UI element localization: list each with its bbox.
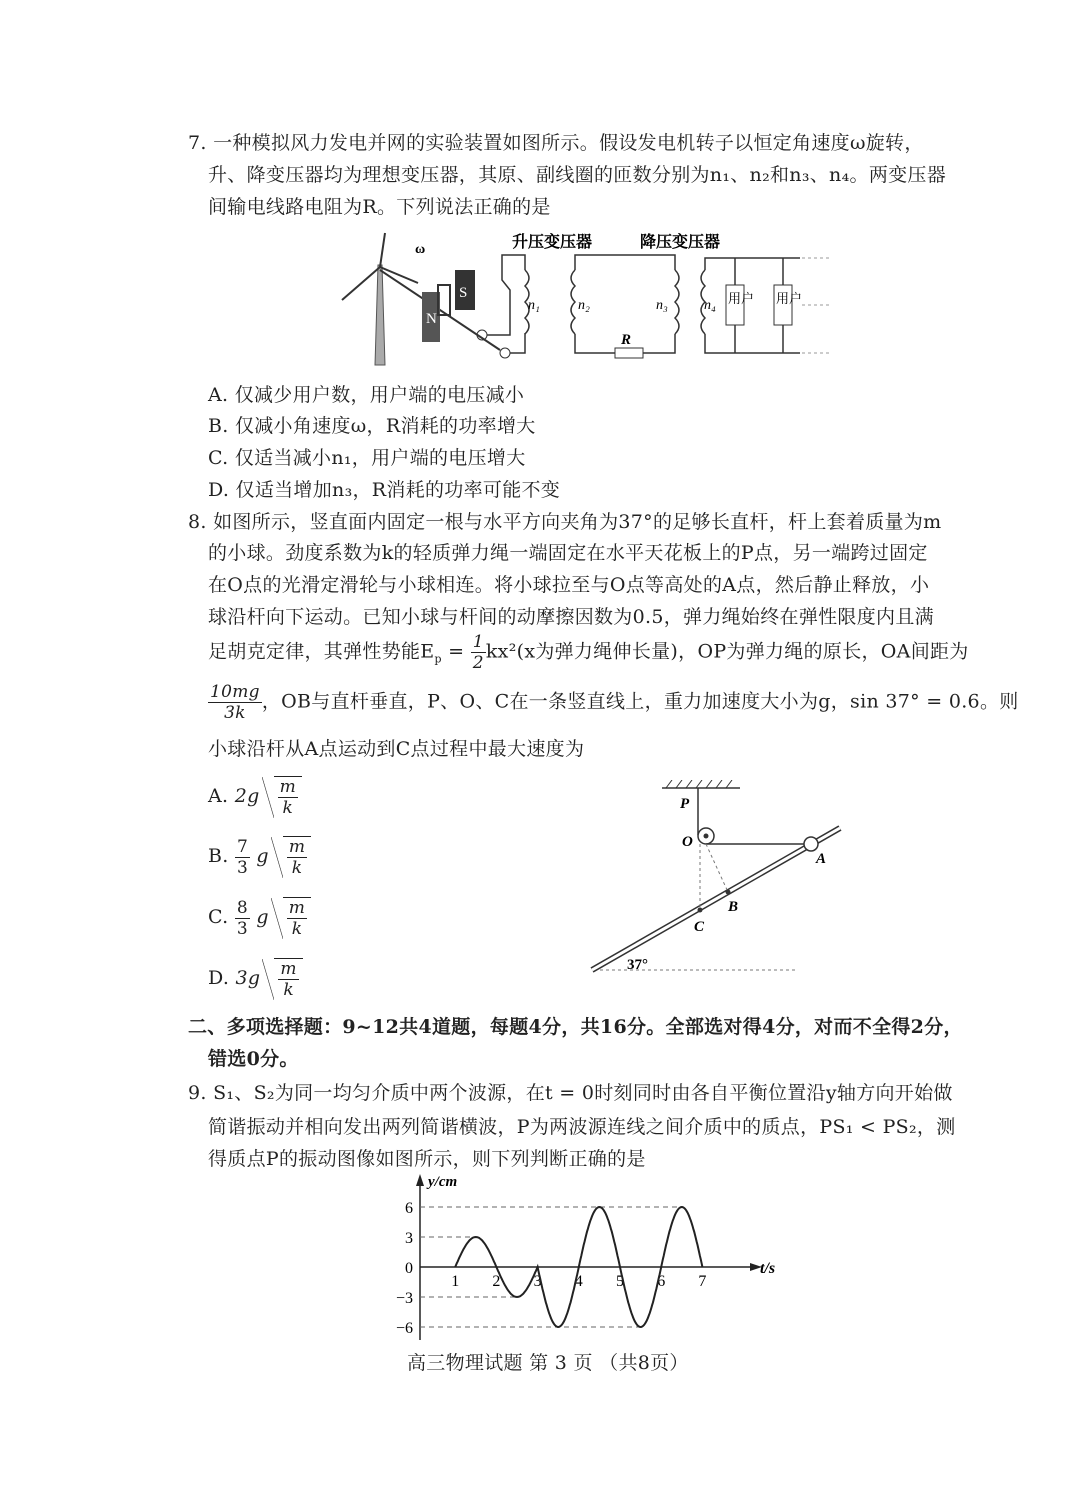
svg-text:ω: ω bbox=[415, 242, 426, 257]
svg-text:n₃: n₃ bbox=[656, 298, 668, 313]
half-fraction: $\frac{1}{2}$ bbox=[472, 632, 484, 673]
q8-line-1: 8. 如图所示，竖直面内固定一根与水平方向夹角为37°的足够长直杆，杆上套着质量为m bbox=[188, 511, 942, 533]
section2-heading-2: 错选0分。 bbox=[208, 1048, 299, 1070]
q7-line-2: 升、降变压器均为理想变压器，其原、副线圈的匝数分别为n₁、n₂和n₃、n₄。两变压器 bbox=[208, 164, 947, 186]
q8-line-3: 在O点的光滑定滑轮与小球相连。将小球拉至与O点等高处的A点，然后静止释放，小 bbox=[208, 574, 930, 596]
svg-text:n₂: n₂ bbox=[578, 298, 590, 313]
svg-text:O: O bbox=[682, 834, 693, 850]
svg-text:37°: 37° bbox=[627, 957, 648, 973]
svg-text:P: P bbox=[680, 796, 690, 812]
q8-line-4: 球沿杆向下运动。已知小球与杆间的动摩擦因数为0.5，弹力绳始终在弹性限度内且满 bbox=[208, 606, 934, 628]
x-tick-label: 7 bbox=[698, 1273, 707, 1290]
q7-option-d: D. 仅适当增加n₃，R消耗的功率可能不变 bbox=[208, 479, 561, 501]
q9-line-2: 简谐振动并相向发出两列简谐横波，P为两波源连线之间介质中的质点，PS₁ < PS₂，测 bbox=[208, 1116, 956, 1138]
svg-text:降压变压器: 降压变压器 bbox=[640, 234, 721, 251]
x-tick-label: 5 bbox=[616, 1273, 624, 1290]
svg-text:n₄: n₄ bbox=[704, 298, 716, 313]
y-tick-label: 6 bbox=[405, 1200, 413, 1217]
svg-text:A: A bbox=[816, 851, 827, 867]
q8-option-b: B. $\frac{7}{3}$ g $\frac{m}{k}$ bbox=[208, 836, 311, 878]
x-tick-label: 6 bbox=[657, 1273, 666, 1290]
q7-option-c: C. 仅适当减小n₁，用户端的电压增大 bbox=[208, 447, 526, 469]
x-tick-label: 1 bbox=[451, 1273, 460, 1290]
svg-text:用户: 用户 bbox=[776, 291, 803, 306]
svg-text:N: N bbox=[426, 311, 437, 327]
svg-text:S: S bbox=[459, 285, 468, 301]
q7-option-b: B. 仅减小角速度ω，R消耗的功率增大 bbox=[208, 415, 536, 437]
q9-line-1: 9. S₁、S₂为同一均匀介质中两个波源，在t = 0时刻同时由各自平衡位置沿y轴方向开始做 bbox=[188, 1082, 953, 1104]
section2-heading: 二、多项选择题：9~12共4道题，每题4分，共16分。全部选对得4分，对而不全得2分， bbox=[188, 1016, 963, 1038]
y-tick-label: −6 bbox=[395, 1320, 413, 1337]
q8-line-6: $\frac{10mg}{3k}$ ，OB与直杆垂直，P、O、C在一条竖直线上，重力加速度大小为g，sin 37° = 0.6。则 bbox=[210, 682, 1019, 723]
svg-text:R: R bbox=[621, 332, 632, 348]
svg-text:t/s: t/s bbox=[760, 1260, 776, 1277]
q8-line-7: 小球沿杆从A点运动到C点过程中最大速度为 bbox=[208, 738, 585, 760]
oa-fraction: $\frac{10mg}{3k}$ bbox=[210, 682, 260, 723]
q8-option-c: C. $\frac{8}{3}$ g $\frac{m}{k}$ bbox=[208, 897, 311, 939]
y-tick-label: 3 bbox=[405, 1230, 413, 1247]
q8-line-2: 的小球。劲度系数为k的轻质弹力绳一端固定在水平天花板上的P点，另一端跨过固定 bbox=[208, 542, 928, 564]
x-tick-label: 3 bbox=[533, 1273, 542, 1290]
q7-line-1: 7. 一种模拟风力发电并网的实验装置如图所示。假设发电机转子以恒定角速度ω旋转， bbox=[188, 132, 924, 154]
x-tick-label: 2 bbox=[492, 1273, 501, 1290]
q8-option-a: A. 2g $\frac{m}{k}$ bbox=[208, 776, 302, 818]
svg-text:升压变压器: 升压变压器 bbox=[512, 234, 593, 251]
q9-line-3: 得质点P的振动图像如图所示，则下列判断正确的是 bbox=[208, 1148, 646, 1170]
y-tick-label: 0 bbox=[405, 1260, 413, 1277]
svg-text:n₁: n₁ bbox=[528, 298, 540, 313]
svg-text:用户: 用户 bbox=[728, 291, 755, 306]
q8-line-5: 足胡克定律，其弹性势能$E_p$ = $\frac{1}{2}$ kx²(x为弹力绳伸长量)，OP为弹力绳的原长，OA间距为 bbox=[208, 632, 969, 673]
q8-option-d: D. 3g $\frac{m}{k}$ bbox=[208, 958, 303, 1000]
svg-text:B: B bbox=[728, 899, 739, 915]
q7-line-3: 间输电线路电阻为R。下列说法正确的是 bbox=[208, 196, 551, 218]
x-tick-label: 4 bbox=[574, 1273, 583, 1290]
svg-text:C: C bbox=[694, 919, 705, 935]
page-footer: 高三物理试题 第 3 页 （共8页） bbox=[407, 1352, 689, 1374]
q7-option-a: A. 仅减少用户数，用户端的电压减小 bbox=[208, 384, 525, 406]
svg-text:y/cm: y/cm bbox=[428, 1174, 458, 1190]
y-tick-label: −3 bbox=[395, 1290, 413, 1307]
